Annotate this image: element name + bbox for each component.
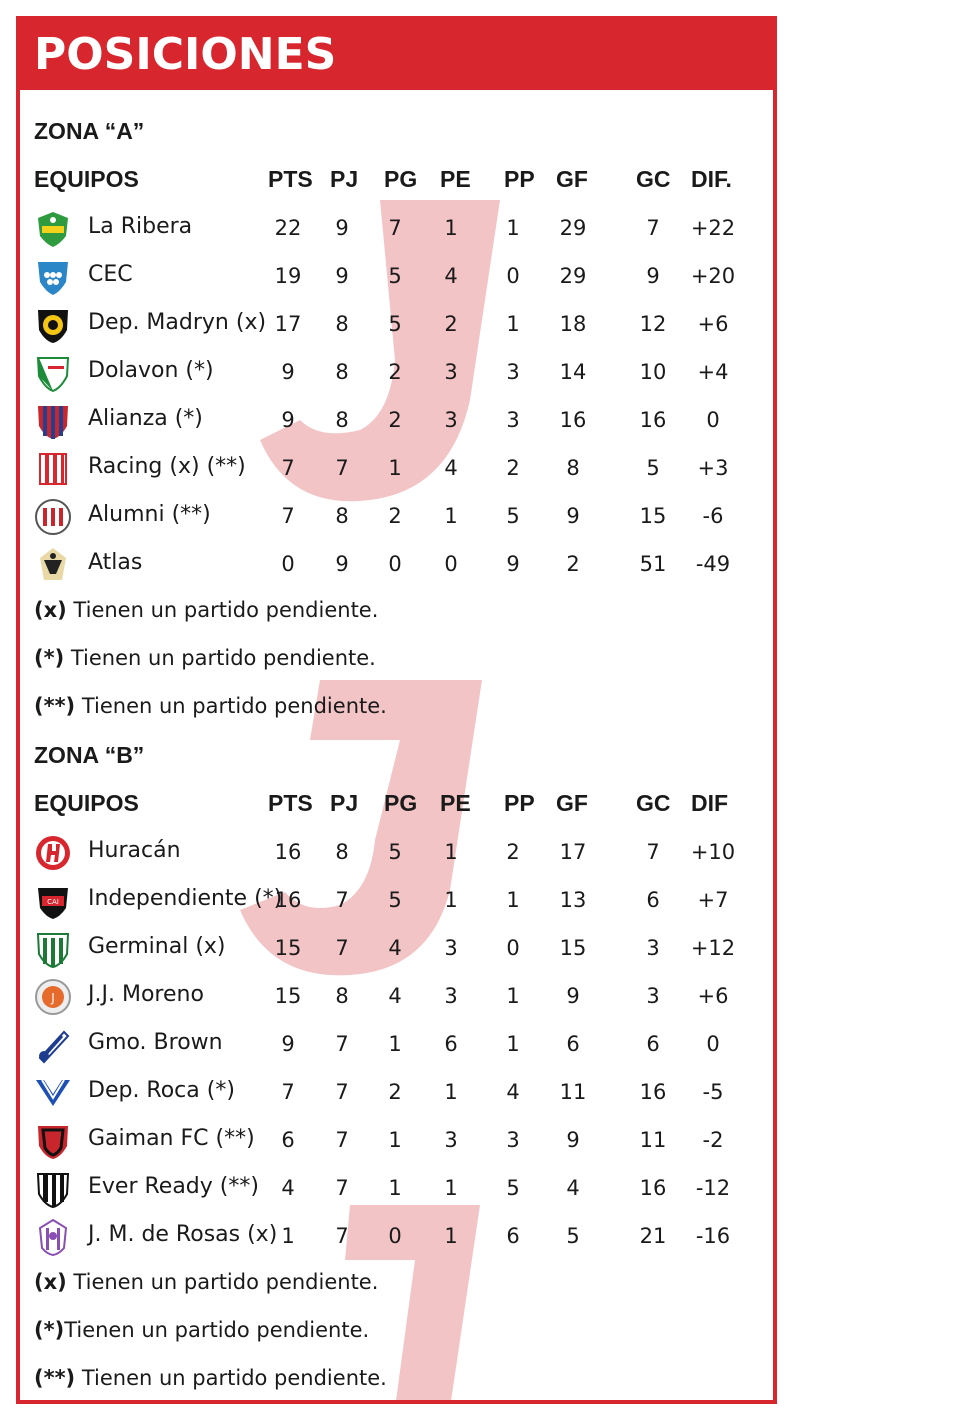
la-ribera-crest-icon <box>34 210 72 248</box>
team-name: Gaiman FC (**) <box>88 1126 255 1151</box>
team-name: CEC <box>88 262 133 287</box>
stat-dif: -5 <box>702 1080 724 1104</box>
stat-gf: 6 <box>566 1032 580 1056</box>
germinal-crest-icon <box>34 930 72 968</box>
stat-gf: 29 <box>559 264 587 288</box>
stat-pg: 1 <box>388 1032 402 1056</box>
footnote-text: Tienen un partido pendiente. <box>64 646 376 670</box>
stat-dif: +12 <box>690 936 736 960</box>
stat-pp: 4 <box>506 1080 520 1104</box>
column-header: PTS <box>268 790 313 816</box>
footnote-mark: (x) <box>34 598 67 622</box>
stat-dif: 0 <box>706 408 720 432</box>
stat-pg: 5 <box>388 312 402 336</box>
stat-gc: 3 <box>646 936 660 960</box>
zone-title: ZONA “A” <box>34 118 145 144</box>
stat-gc: 51 <box>639 552 667 576</box>
stat-pts: 7 <box>281 1080 295 1104</box>
stat-pts: 9 <box>281 1032 295 1056</box>
stat-pg: 7 <box>388 216 402 240</box>
team-name: Dolavon (*) <box>88 358 214 383</box>
stat-pts: 22 <box>274 216 302 240</box>
stat-pp: 6 <box>506 1224 520 1248</box>
standings-card <box>16 16 777 1404</box>
stat-pp: 3 <box>506 408 520 432</box>
footnote <box>34 1270 378 1294</box>
atlas-crest-icon <box>34 546 72 584</box>
table-row <box>20 502 773 550</box>
stat-pe: 3 <box>444 408 458 432</box>
stat-gc: 15 <box>639 504 667 528</box>
stat-dif: +22 <box>690 216 736 240</box>
dep-madryn-crest-icon <box>34 306 72 344</box>
stat-gc: 9 <box>646 264 660 288</box>
stat-pe: 1 <box>444 1080 458 1104</box>
column-header: DIF <box>691 790 729 816</box>
page-title: POSICIONES <box>34 29 337 80</box>
stat-gc: 21 <box>639 1224 667 1248</box>
team-name: Racing (x) (**) <box>88 454 246 479</box>
stat-pe: 1 <box>444 216 458 240</box>
dep-roca-crest-icon <box>34 1074 72 1112</box>
stat-pp: 3 <box>506 360 520 384</box>
stat-pj: 8 <box>335 840 349 864</box>
stat-pts: 15 <box>274 984 302 1008</box>
stat-gf: 15 <box>559 936 587 960</box>
stat-dif: +4 <box>697 360 729 384</box>
column-header: GF <box>556 790 588 816</box>
table-row <box>20 454 773 502</box>
stat-pg: 5 <box>388 888 402 912</box>
stat-gc: 11 <box>639 1128 667 1152</box>
table-row <box>20 310 773 358</box>
stat-pe: 2 <box>444 312 458 336</box>
stat-pe: 1 <box>444 504 458 528</box>
stat-dif: +10 <box>690 840 736 864</box>
column-header: EQUIPOS <box>34 790 139 816</box>
stat-pe: 1 <box>444 888 458 912</box>
footnote-text: Tienen un partido pendiente. <box>64 1318 370 1342</box>
stat-pj: 9 <box>335 216 349 240</box>
footnote <box>34 646 376 670</box>
stat-pj: 8 <box>335 504 349 528</box>
table-row <box>20 1174 773 1222</box>
footnote-mark: (**) <box>34 1366 76 1390</box>
stat-pe: 4 <box>444 264 458 288</box>
jj-moreno-crest-icon <box>34 978 72 1016</box>
stat-gc: 3 <box>646 984 660 1008</box>
footnote <box>34 598 378 622</box>
column-header: PP <box>504 790 535 816</box>
footnote-text: Tienen un partido pendiente. <box>75 694 387 718</box>
stat-pj: 7 <box>335 888 349 912</box>
column-header: GC <box>636 790 671 816</box>
stat-pj: 7 <box>335 1128 349 1152</box>
column-header: DIF. <box>691 166 732 192</box>
alumni-crest-icon <box>34 498 72 536</box>
svg-text:CAI: CAI <box>47 898 59 906</box>
stat-pg: 5 <box>388 264 402 288</box>
stat-pg: 2 <box>388 360 402 384</box>
stat-dif: +6 <box>697 312 729 336</box>
stat-gf: 18 <box>559 312 587 336</box>
table-row <box>20 550 773 598</box>
stat-pg: 2 <box>388 408 402 432</box>
column-header: EQUIPOS <box>34 166 139 192</box>
stat-dif: -6 <box>702 504 724 528</box>
team-name: Atlas <box>88 550 143 575</box>
stat-gf: 11 <box>559 1080 587 1104</box>
table-row <box>20 262 773 310</box>
stat-pg: 0 <box>388 1224 402 1248</box>
stat-gf: 29 <box>559 216 587 240</box>
footnote <box>34 694 387 718</box>
stat-pts: 17 <box>274 312 302 336</box>
stat-pp: 0 <box>506 936 520 960</box>
table-row <box>20 838 773 886</box>
team-name: J.J. Moreno <box>88 982 204 1007</box>
stat-gc: 7 <box>646 840 660 864</box>
team-name: Huracán <box>88 838 181 863</box>
team-name: Alianza (*) <box>88 406 203 431</box>
stat-gf: 9 <box>566 1128 580 1152</box>
gmo-brown-crest-icon <box>34 1026 72 1064</box>
stat-pj: 8 <box>335 408 349 432</box>
stat-pj: 9 <box>335 264 349 288</box>
stat-dif: +7 <box>697 888 729 912</box>
stat-pp: 1 <box>506 888 520 912</box>
column-header: PJ <box>330 790 359 816</box>
stat-pp: 1 <box>506 984 520 1008</box>
team-name: Dep. Roca (*) <box>88 1078 235 1103</box>
stat-gc: 5 <box>646 456 660 480</box>
stat-gf: 9 <box>566 984 580 1008</box>
stat-pe: 3 <box>444 984 458 1008</box>
independiente-crest-icon <box>34 882 72 920</box>
stat-gf: 4 <box>566 1176 580 1200</box>
table-row <box>20 934 773 982</box>
stat-pj: 7 <box>335 936 349 960</box>
ever-ready-crest-icon <box>34 1170 72 1208</box>
stat-pg: 2 <box>388 1080 402 1104</box>
stat-pe: 0 <box>444 552 458 576</box>
stat-gf: 16 <box>559 408 587 432</box>
stat-pp: 1 <box>506 312 520 336</box>
cec-crest-icon <box>34 258 72 296</box>
stat-pts: 7 <box>281 504 295 528</box>
footnote-mark: (**) <box>34 694 76 718</box>
stat-gc: 6 <box>646 1032 660 1056</box>
stat-gc: 10 <box>639 360 667 384</box>
stat-pg: 0 <box>388 552 402 576</box>
stat-pts: 15 <box>274 936 302 960</box>
huracan-crest-icon <box>34 834 72 872</box>
stat-pts: 19 <box>274 264 302 288</box>
stat-dif: +6 <box>697 984 729 1008</box>
stat-gf: 9 <box>566 504 580 528</box>
alianza-crest-icon <box>34 402 72 440</box>
stat-gf: 13 <box>559 888 587 912</box>
table-row <box>20 358 773 406</box>
stat-dif: -12 <box>695 1176 731 1200</box>
table-row <box>20 406 773 454</box>
stat-pg: 4 <box>388 936 402 960</box>
stat-pg: 1 <box>388 1128 402 1152</box>
stat-dif: +20 <box>690 264 736 288</box>
stat-gc: 16 <box>639 1176 667 1200</box>
stat-gf: 17 <box>559 840 587 864</box>
column-header: PE <box>440 790 471 816</box>
stat-dif: +3 <box>697 456 729 480</box>
stat-pe: 3 <box>444 360 458 384</box>
stat-pe: 1 <box>444 1176 458 1200</box>
stat-pp: 5 <box>506 1176 520 1200</box>
column-header: PJ <box>330 166 359 192</box>
stat-pp: 0 <box>506 264 520 288</box>
footnote-mark: (x) <box>34 1270 67 1294</box>
footnote <box>34 1318 369 1342</box>
column-header: PG <box>384 166 418 192</box>
table-row <box>20 886 773 934</box>
stat-dif: -2 <box>702 1128 724 1152</box>
footnote-mark: (*) <box>34 646 65 670</box>
stat-pp: 1 <box>506 1032 520 1056</box>
dolavon-crest-icon <box>34 354 72 392</box>
stat-pe: 1 <box>444 840 458 864</box>
stat-gf: 2 <box>566 552 580 576</box>
stat-gc: 16 <box>639 408 667 432</box>
stat-pts: 6 <box>281 1128 295 1152</box>
stat-pp: 3 <box>506 1128 520 1152</box>
column-header: PG <box>384 790 418 816</box>
team-name: Alumni (**) <box>88 502 211 527</box>
racing-crest-icon <box>34 450 72 488</box>
stat-pj: 7 <box>335 1176 349 1200</box>
stat-dif: -49 <box>695 552 731 576</box>
stat-dif: 0 <box>706 1032 720 1056</box>
team-name: Independiente (*) <box>88 886 283 911</box>
stat-pe: 1 <box>444 1224 458 1248</box>
team-name: Ever Ready (**) <box>88 1174 259 1199</box>
stat-gf: 8 <box>566 456 580 480</box>
stat-pts: 9 <box>281 408 295 432</box>
stat-gc: 12 <box>639 312 667 336</box>
stat-pe: 6 <box>444 1032 458 1056</box>
team-name: Dep. Madryn (x) <box>88 310 267 335</box>
stat-pj: 9 <box>335 552 349 576</box>
stat-pts: 9 <box>281 360 295 384</box>
stat-pe: 3 <box>444 936 458 960</box>
stat-pj: 8 <box>335 984 349 1008</box>
column-header: PP <box>504 166 535 192</box>
column-header: GF <box>556 166 588 192</box>
stat-pts: 1 <box>281 1224 295 1248</box>
stat-pj: 8 <box>335 312 349 336</box>
stat-pp: 1 <box>506 216 520 240</box>
stat-pe: 4 <box>444 456 458 480</box>
column-header: PE <box>440 166 471 192</box>
stat-pj: 7 <box>335 456 349 480</box>
footnote-mark: (*) <box>34 1318 65 1342</box>
stat-pe: 3 <box>444 1128 458 1152</box>
stat-pp: 2 <box>506 456 520 480</box>
footnote <box>34 1366 387 1390</box>
stat-dif: -16 <box>695 1224 731 1248</box>
stat-pj: 7 <box>335 1032 349 1056</box>
stat-pj: 7 <box>335 1080 349 1104</box>
stat-gc: 6 <box>646 888 660 912</box>
column-header: GC <box>636 166 671 192</box>
stat-pts: 7 <box>281 456 295 480</box>
stat-pg: 1 <box>388 456 402 480</box>
stat-gc: 16 <box>639 1080 667 1104</box>
team-name: Gmo. Brown <box>88 1030 223 1055</box>
team-name: J. M. de Rosas (x) <box>88 1222 278 1247</box>
stat-pp: 2 <box>506 840 520 864</box>
stat-pts: 16 <box>274 840 302 864</box>
zone-title: ZONA “B” <box>34 742 145 768</box>
stat-pts: 0 <box>281 552 295 576</box>
stat-pts: 16 <box>274 888 302 912</box>
stat-gf: 14 <box>559 360 587 384</box>
stat-pj: 8 <box>335 360 349 384</box>
footnote-text: Tienen un partido pendiente. <box>66 1270 379 1294</box>
table-row <box>20 214 773 262</box>
table-row <box>20 1030 773 1078</box>
stat-pts: 4 <box>281 1176 295 1200</box>
table-row <box>20 1222 773 1270</box>
footnote-text: Tienen un partido pendiente. <box>75 1366 387 1390</box>
svg-text:J: J <box>51 991 55 1005</box>
stat-pp: 5 <box>506 504 520 528</box>
table-row <box>20 982 773 1030</box>
stat-gf: 5 <box>566 1224 580 1248</box>
stat-pg: 1 <box>388 1176 402 1200</box>
table-row <box>20 1126 773 1174</box>
stat-pg: 5 <box>388 840 402 864</box>
stat-pg: 2 <box>388 504 402 528</box>
gaiman-fc-crest-icon <box>34 1122 72 1160</box>
team-name: Germinal (x) <box>88 934 226 959</box>
jm-de-rosas-crest-icon <box>34 1218 72 1256</box>
team-name: La Ribera <box>88 214 193 239</box>
stat-gc: 7 <box>646 216 660 240</box>
footnote-text: Tienen un partido pendiente. <box>66 598 379 622</box>
column-header: PTS <box>268 166 313 192</box>
stat-pg: 4 <box>388 984 402 1008</box>
stat-pp: 9 <box>506 552 520 576</box>
table-row <box>20 1078 773 1126</box>
stat-pj: 7 <box>335 1224 349 1248</box>
